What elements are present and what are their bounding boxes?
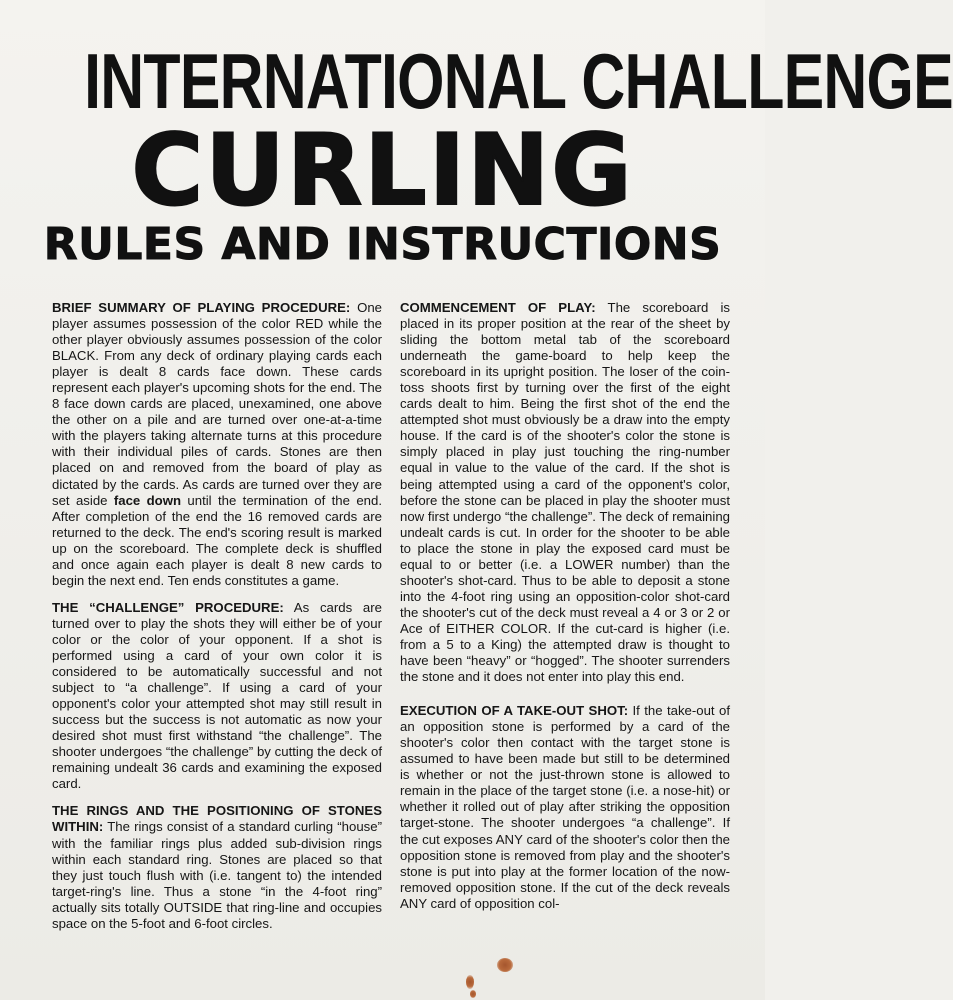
challenge-text: As cards are turned over to play the shots they will either be of your color or the color of your opponent. If a shot is performed using a card of your own color it is considered to be automatically successful and not subject to “a challenge”. If using a card of your opponent's color your attempted shot may still result in success but the success is not automatic as now your desired shot must first withstand “the challenge”. The shooter undergoes “the challenge” by cutting the deck of remaining undealt 36 cards and examining the exposed card. — [52, 599, 382, 792]
title-rules-and-instructions: RULES AND INSTRUCTIONS — [43, 219, 722, 270]
commencement-section — [400, 300, 730, 685]
paper-stain-mark — [497, 958, 513, 972]
paper-stain-mark — [470, 990, 476, 998]
summary-heading: BRIEF SUMMARY OF PLAYING PROCEDURE: — [52, 300, 351, 315]
takeout-text: If the take-out of an opposition stone is performed by a card of the shooter's color then contact with the target stone is assumed to have been made but still to be determined is whether or not the just-thrown stone is allowed to remain in the place of the target stone (i.e. a nose-hit) or whether it rolled out of play after striking the opposition target-stone. The shooter undergoes “a challenge”. If the cut exposes ANY card of the shooter's color then the opposition stone is removed from play and the shooter's stone is put into play at the former location of the now-removed opposition stone. If the cut of the deck reveals ANY card of opposition col- — [400, 703, 730, 911]
summary-text-2: until the termination of the end. After completion of the end the 16 removed cards are returned to the deck. The end's scoring result is marked up on the scoreboard. The complete deck is shuffled and once again each player is dealt 8 new cards to begin the next end. Ten ends constitutes a game. — [52, 492, 382, 588]
summary-bold-text: face down — [113, 492, 182, 508]
title-international-challenge: INTERNATIONAL CHALLENGE — [84, 37, 953, 125]
right-column — [400, 300, 730, 923]
title-curling: CURLING — [131, 114, 634, 228]
takeout-heading: EXECUTION OF A TAKE-OUT SHOT: — [400, 703, 629, 719]
rings-heading: THE RINGS AND THE POSITIONING OF STONES WITHIN: — [52, 803, 382, 835]
takeout-section — [400, 703, 730, 912]
challenge-section — [52, 600, 382, 793]
challenge-heading: THE “CHALLENGE” PROCEDURE: — [52, 599, 284, 615]
commencement-text: The scoreboard is placed in its proper position at the rear of the sheet by sliding the bottom metal tab of the scoreboard underneath the game-board to help keep the scoreboard in its upright position. The loser of the coin-toss shoots first by turning over the first of the eight cards dealt to him. Being the first shot of the end the attempted shot must obviously be a draw into the empty house. If the card is of the shooter's color the stone is simply placed in play just touching the ring-number equal in value to the value of the card. If the shot is being attempted using a card of the opponent's color, before the stone can be placed in play the shooter must now first undergo “the challenge”. The deck of remaining undealt cards is cut. In order for the shooter to be able to place the stone in play the exposed card must be equal to or better (i.e. a LOWER number) than the shooter's shot-card. Thus to be able to deposit a stone into the 4-foot ring using an opposition-color shot-card the shooter's cut of the deck must reveal a 4 or 3 or 2 or Ace of EITHER COLOR. If the cut-card is higher (i.e. from a 5 to a King) the attempted draw is thought to have been “heavy” or “hogged”. The shooter surrenders the stone and it does not enter into play this end. — [400, 300, 730, 685]
summary-text-1: One player assumes possession of the color RED while the other player obviously assumes possession of the color BLACK. From any deck of ordinary playing cards each player is dealt 8 cards face down. These cards represent each player's upcoming shots for the end. The 8 face down cards are placed, unexamined, one above the other on a pile and are turned over one-at-a-time with the players taking alternate turns at this procedure with their individual piles of cards. Stones are then placed on and removed from the board of play as dictated by the cards. As cards are turned over they are set aside — [52, 300, 382, 508]
rings-section — [52, 803, 382, 931]
commencement-heading: COMMENCEMENT OF PLAY: — [400, 300, 596, 315]
left-column — [52, 300, 382, 943]
summary-section — [52, 300, 382, 589]
paper-stain-mark — [466, 975, 474, 989]
rings-text: The rings consist of a standard curling “house” with the familiar rings plus added sub-division rings within each standard ring. Stones are placed so that they just touch flush with (i.e. tangent to) the intended target-ring's line. Thus a stone “in the 4-foot ring” actually sits totally OUTSIDE that ring-line and occupies space on the 5-foot and 6-foot circles. — [52, 819, 382, 931]
